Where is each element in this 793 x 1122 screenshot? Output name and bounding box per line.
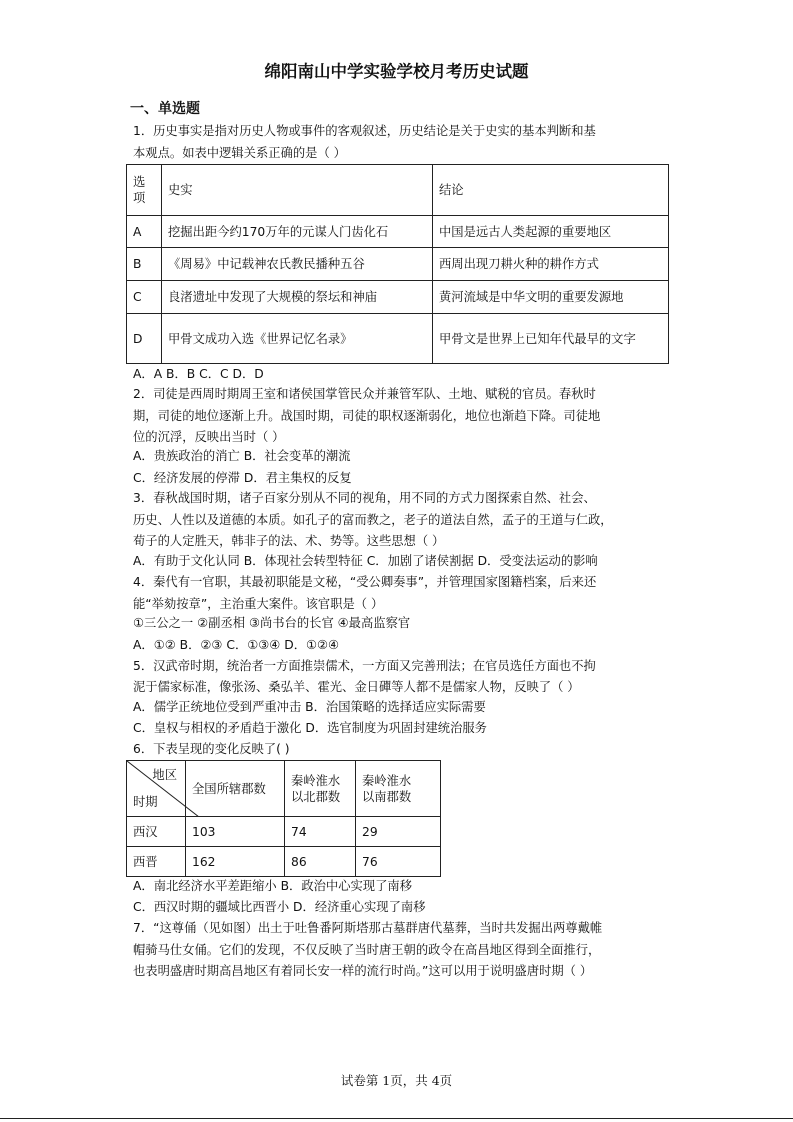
section-heading: 一、单选题 bbox=[130, 101, 200, 117]
table-cell: 黄河流域是中华文明的重要发源地 bbox=[433, 281, 669, 314]
table-cell: 甲骨文是世界上已知年代最早的文字 bbox=[433, 314, 669, 364]
q7-stem-line1: 7．“这尊俑（见如图）出土于吐鲁番阿斯塔那古墓群唐代墓葬，当时共发掘出两尊戴帷 bbox=[133, 921, 603, 935]
table-cell: 86 bbox=[285, 847, 356, 877]
table-cell: 中国是远古人类起源的重要地区 bbox=[433, 216, 669, 248]
table-cell: 《周易》中记载神农氏教民播种五谷 bbox=[162, 248, 433, 281]
table-header-cell: 史实 bbox=[162, 165, 433, 216]
diag-top-label: 地区 bbox=[152, 768, 177, 782]
q5-options-line2: C．皇权与相权的矛盾趋于激化 D．选官制度为巩固封建统治服务 bbox=[133, 721, 487, 735]
q4-options: A．①② B．②③ C．①③④ D．①②④ bbox=[133, 638, 340, 652]
table-cell: C bbox=[127, 281, 162, 314]
table-cell: 76 bbox=[356, 847, 441, 877]
q4-stem-line1: 4．秦代有一官职，其最初职能是文秘，“受公卿奏事”，并管理国家图籍档案，后来还 bbox=[133, 575, 597, 589]
table-row bbox=[127, 817, 441, 847]
footer-divider bbox=[0, 1118, 793, 1119]
table-cell: 西汉 bbox=[127, 817, 186, 847]
q3-stem-line2: 历史、人性以及道德的本质。如孔子的富而教之，老子的道法自然，孟子的王道与仁政， bbox=[133, 513, 613, 527]
table-row bbox=[127, 314, 669, 364]
table-header-row bbox=[127, 165, 669, 216]
header-line: 以南郡数 bbox=[362, 789, 412, 804]
q6-options-line2: C．西汉时期的疆域比西晋小 D．经济重心实现了南移 bbox=[133, 900, 426, 914]
page-title: 绵阳南山中学实验学校月考历史试题 bbox=[264, 62, 529, 81]
table-row bbox=[127, 216, 669, 248]
q5-options-line1: A．儒学正统地位受到严重冲击 B．治国策略的选择适应实际需要 bbox=[133, 700, 486, 714]
table-cell: 162 bbox=[186, 847, 285, 877]
q3-options: A．有助于文化认同 B．体现社会转型特征 C．加剧了诸侯割据 D．受变法运动的影响 bbox=[133, 554, 598, 568]
q4-stem-line2: 能“举劾按章”，主治重大案件。该官职是（ ） bbox=[133, 597, 384, 611]
q5-stem-line2: 泥于儒家标准，像张汤、桑弘羊、霍光、金日磾等人都不是儒家人物，反映了（ ） bbox=[133, 680, 580, 694]
q7-stem-line2: 帽骑马仕女俑。它们的发现，不仅反映了当时唐王朝的政令在高昌地区得到全面推行， bbox=[133, 943, 601, 957]
q2-options-line2: C．经济发展的停滞 D．君主集权的反复 bbox=[133, 471, 352, 485]
q3-stem-line1: 3．春秋战国时期，诸子百家分别从不同的视角，用不同的方式力图探索自然、社会、 bbox=[133, 491, 596, 505]
table-cell: 29 bbox=[356, 817, 441, 847]
q1-stem-line2: 本观点。如表中逻辑关系正确的是（ ） bbox=[133, 146, 346, 160]
table-cell: 挖掘出距今约170万年的元谋人门齿化石 bbox=[162, 216, 433, 248]
header-line: 以北郡数 bbox=[291, 789, 341, 804]
table-cell: D bbox=[127, 314, 162, 364]
header-line: 秦岭淮水 bbox=[291, 773, 341, 788]
table-header-cell: 全国所辖郡数 bbox=[186, 761, 285, 817]
q1-table bbox=[126, 164, 669, 364]
table-header-cell: 结论 bbox=[433, 165, 669, 216]
header-line: 秦岭淮水 bbox=[362, 773, 412, 788]
table-header-cell: 选项 bbox=[127, 165, 162, 216]
table-cell: 西晋 bbox=[127, 847, 186, 877]
table-cell: 良渚遗址中发现了大规模的祭坛和神庙 bbox=[162, 281, 433, 314]
table-cell: 西周出现刀耕火种的耕作方式 bbox=[433, 248, 669, 281]
table-cell: 甲骨文成功入选《世界记忆名录》 bbox=[162, 314, 433, 364]
table-cell: A bbox=[127, 216, 162, 248]
q2-stem-line1: 2．司徒是西周时期周王室和诸侯国掌管民众并兼管军队、土地、赋税的官员。春秋时 bbox=[133, 387, 596, 401]
q7-stem-line3: 也表明盛唐时期高昌地区有着同长安一样的流行时尚。”这可以用于说明盛唐时期（ ） bbox=[133, 964, 593, 978]
q5-stem-line1: 5．汉武帝时期，统治者一方面推崇儒术，一方面又完善刑法；在官员选任方面也不拘 bbox=[133, 659, 596, 673]
table-header-row bbox=[127, 761, 441, 817]
table-header-cell bbox=[356, 761, 441, 817]
table-row bbox=[127, 248, 669, 281]
table-cell: B bbox=[127, 248, 162, 281]
diagonal-header-cell bbox=[127, 761, 186, 817]
table-header-cell bbox=[285, 761, 356, 817]
q1-options: A．A B．B C．C D．D bbox=[133, 367, 264, 381]
q2-stem-line2: 期，司徒的地位逐渐上升。战国时期，司徒的职权逐渐弱化，地位也渐趋下降。司徒地 bbox=[133, 409, 601, 423]
diag-bottom-label: 时期 bbox=[133, 795, 158, 809]
q6-table bbox=[126, 760, 441, 877]
table-cell: 103 bbox=[186, 817, 285, 847]
page-footer: 试卷第 1页，共 4页 bbox=[340, 1073, 453, 1088]
q1-stem-line1: 1．历史事实是指对历史人物或事件的客观叙述，历史结论是关于史实的基本判断和基 bbox=[133, 124, 596, 138]
q6-options-line1: A．南北经济水平差距缩小 B．政治中心实现了南移 bbox=[133, 879, 412, 893]
q6-stem: 6．下表呈现的变化反映了( ) bbox=[133, 742, 290, 756]
q2-options-line1: A．贵族政治的消亡 B．社会变革的潮流 bbox=[133, 449, 351, 463]
q2-stem-line3: 位的沉浮，反映出当时（ ） bbox=[133, 430, 285, 444]
q4-stem-line3: ①三公之一 ②副丞相 ③尚书台的长官 ④最高监察官 bbox=[133, 616, 411, 630]
table-cell: 74 bbox=[285, 817, 356, 847]
table-row bbox=[127, 281, 669, 314]
table-row bbox=[127, 847, 441, 877]
q3-stem-line3: 荀子的人定胜天，韩非子的法、术、势等。这些思想（ ） bbox=[133, 534, 445, 548]
